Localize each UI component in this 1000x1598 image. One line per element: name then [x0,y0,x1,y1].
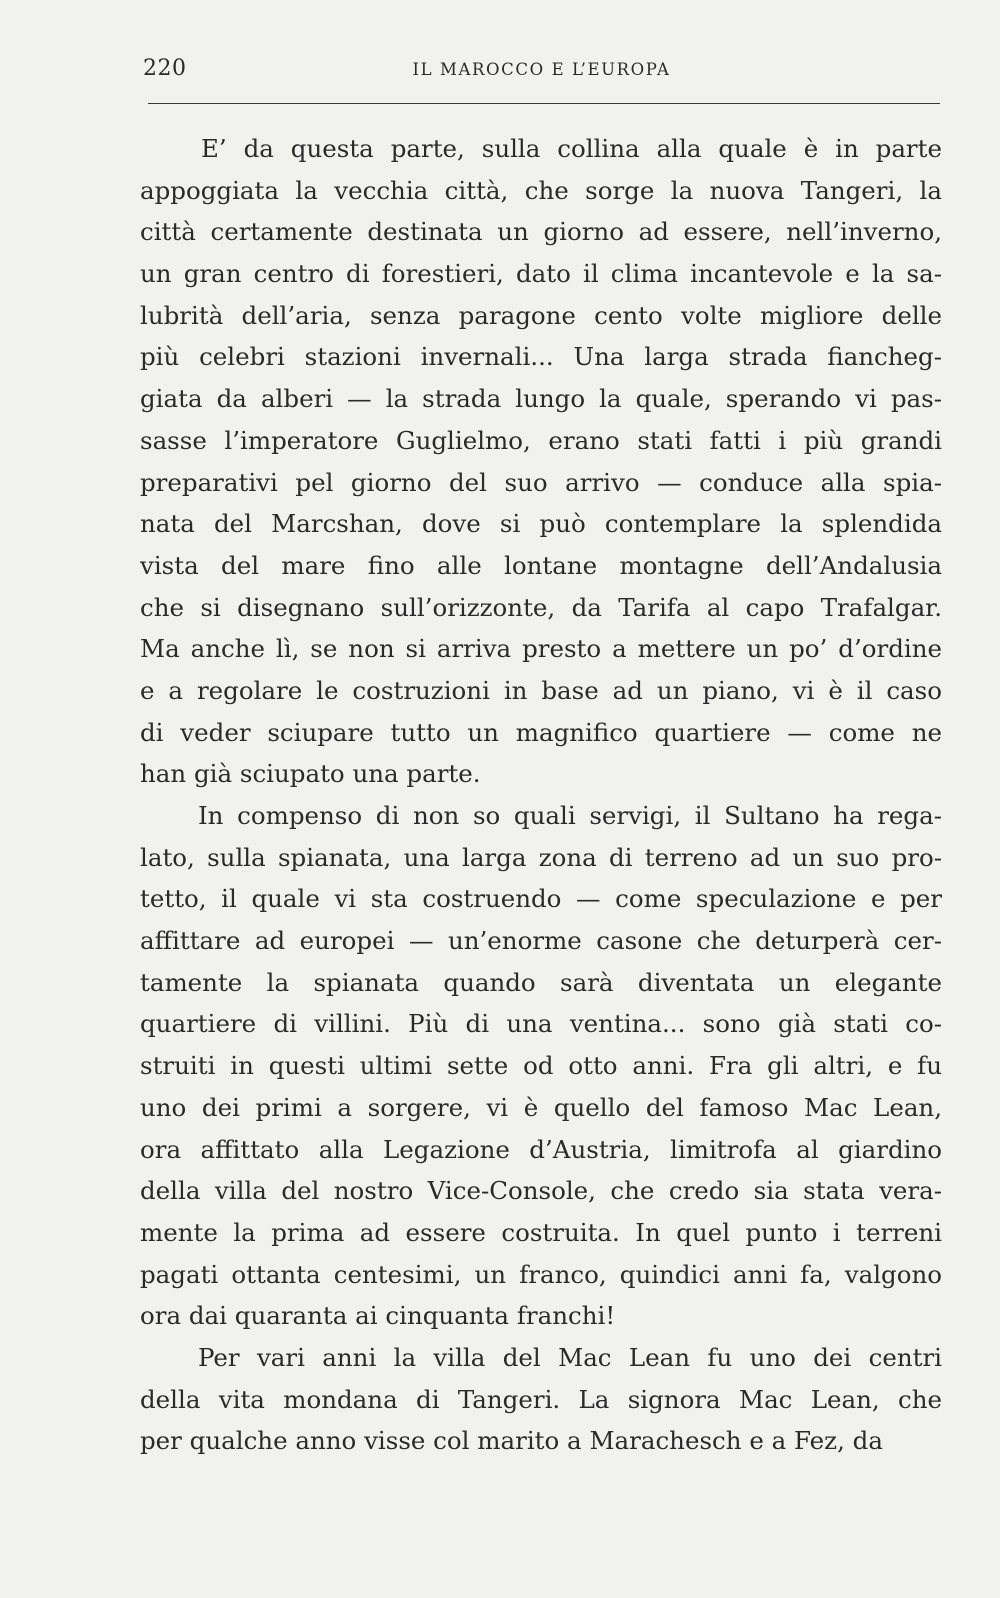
text-line: città certamente destinata un giorno ad essere, nell’inverno, [140,217,942,247]
header-rule [148,103,940,104]
running-header [143,52,940,92]
text-line: Ma anche lì, se non si arriva presto a mettere un po’ d’ordine [140,634,942,664]
text-line: di veder sciupare tutto un magnifico quartiere — come ne [140,717,942,747]
text-line: affittare ad europei — un’enorme casone che deturperà cer- [140,926,942,956]
text-line: sasse l’imperatore Guglielmo, erano stati fatti i più grandi [140,425,942,455]
text-line: pagati ottanta centesimi, un franco, quindici anni fa, valgono [140,1259,942,1289]
text-line: un gran centro di forestieri, dato il clima incantevole e la sa- [140,259,942,289]
body-text [140,128,942,1462]
text-line: tamente la spianata quando sarà diventata un elegante [140,967,942,997]
text-line: han già sciupato una parte. [140,759,481,789]
text-line: più celebri stazioni invernali... Una larga strada fiancheg- [140,342,942,372]
text-line: vista del mare fino alle lontane montagne dell’Andalusia [140,550,942,580]
text-line: In compenso di non so quali servigi, il Sultano ha rega- [198,801,942,830]
text-line: uno dei primi a sorgere, vi è quello del famoso Mac Lean, [140,1092,942,1122]
running-title: IL MAROCCO E L’EUROPA [412,60,671,79]
text-line: che si disegnano sull’orizzonte, da Tarifa al capo Trafalgar. [140,592,942,622]
paragraph [140,795,942,1337]
text-line: tetto, il quale vi sta costruendo — come speculazione e per [140,884,942,914]
text-line: struiti in questi ultimi sette od otto anni. Fra gli altri, e fu [140,1051,942,1081]
paragraph [140,128,942,795]
text-line: lato, sulla spianata, una larga zona di terreno ad un suo pro- [140,842,942,872]
text-line: mente la prima ad essere costruita. In quel punto i terreni [140,1217,942,1247]
text-line: ora dai quaranta ai cinquanta franchi! [140,1301,616,1331]
page-number: 220 [143,56,187,81]
text-line: nata del Marcshan, dove si può contemplare la splendida [140,509,942,539]
text-line: per qualche anno visse col marito a Marachesch e a Fez, da [140,1426,883,1456]
text-line: della villa del nostro Vice-Console, che credo sia stata vera- [140,1176,942,1206]
text-line: giata da alberi — la strada lungo la quale, sperando vi pas- [140,384,942,414]
text-line: Per vari anni la villa del Mac Lean fu uno dei centri [198,1342,942,1372]
text-line: appoggiata la vecchia città, che sorge la nuova Tangeri, la [140,175,942,205]
text-line: E’ da questa parte, sulla collina alla quale è in parte [201,134,942,163]
text-line: lubrità dell’aria, senza paragone cento volte migliore delle [140,300,942,330]
text-line: della vita mondana di Tangeri. La signora Mac Lean, che [140,1384,942,1414]
text-line: preparativi pel giorno del suo arrivo — conduce alla spia- [140,467,942,497]
text-line: ora affittato alla Legazione d’Austria, limitrofa al giardino [140,1134,942,1164]
text-line: quartiere di villini. Più di una ventina... sono già stati co- [140,1009,942,1039]
text-line: e a regolare le costruzioni in base ad un piano, vi è il caso [140,675,942,705]
paragraph [140,1337,942,1462]
